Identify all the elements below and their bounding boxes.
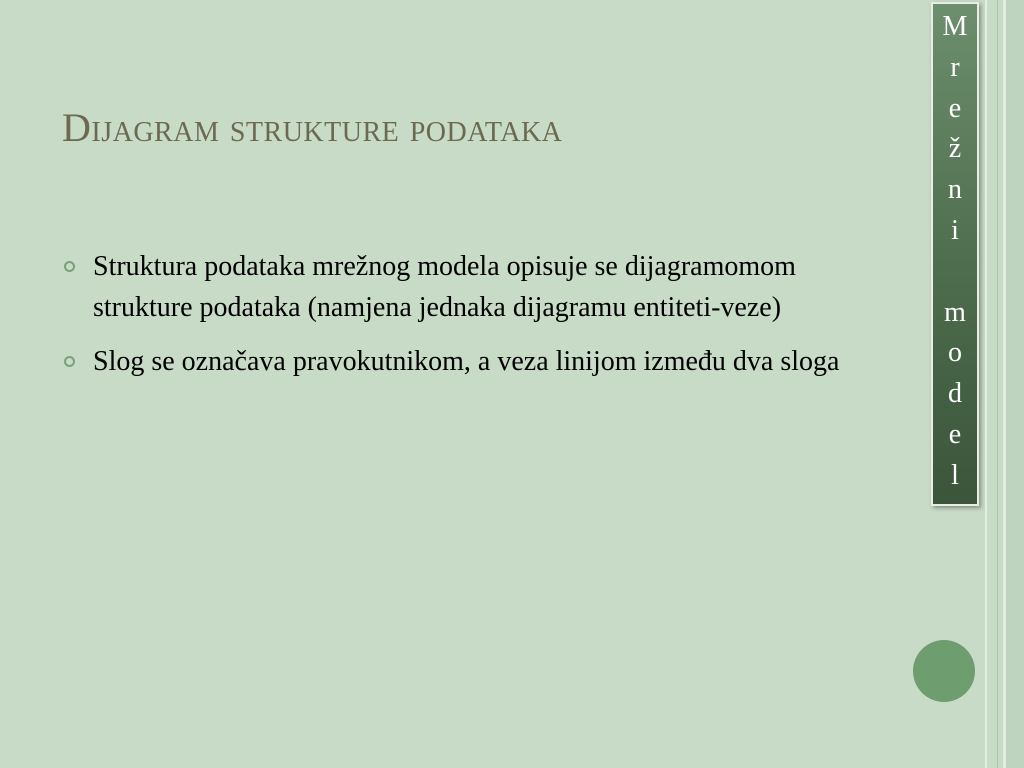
- right-border-strip: [1006, 0, 1024, 768]
- bullet-text: Slog se označava pravokutnikom, a veza linijom između dva sloga: [93, 346, 840, 377]
- side-tab-char: r: [950, 51, 960, 83]
- bullet-list: [62, 246, 862, 395]
- side-tab-char: M: [942, 11, 968, 42]
- side-tab-char: m: [944, 296, 966, 328]
- decorative-circle: [913, 640, 975, 702]
- side-tab-char: n: [948, 174, 962, 206]
- bullet-icon: [64, 356, 75, 367]
- side-tab-char: [933, 252, 977, 293]
- side-tab-char: i: [951, 214, 959, 246]
- bullet-icon: [64, 261, 75, 272]
- right-border-line: [985, 0, 987, 768]
- side-tab-char: d: [948, 378, 962, 410]
- bullet-text: Struktura podataka mrežnog modela opisuje se dijagramomom strukture podataka (namjena jednaka dijagramu entiteti-veze): [93, 251, 796, 323]
- side-tab-char: e: [948, 418, 962, 450]
- bullet-item: [62, 341, 862, 382]
- side-tab-char: l: [951, 459, 959, 491]
- right-border-line: [997, 0, 998, 768]
- bullet-item: [62, 246, 862, 328]
- side-tab-char: o: [948, 337, 962, 369]
- side-tab-char: ž: [948, 133, 962, 165]
- side-tab-label: [931, 2, 979, 506]
- side-tab-char: e: [948, 92, 962, 124]
- slide-title: Dijagram strukture podataka: [62, 105, 563, 150]
